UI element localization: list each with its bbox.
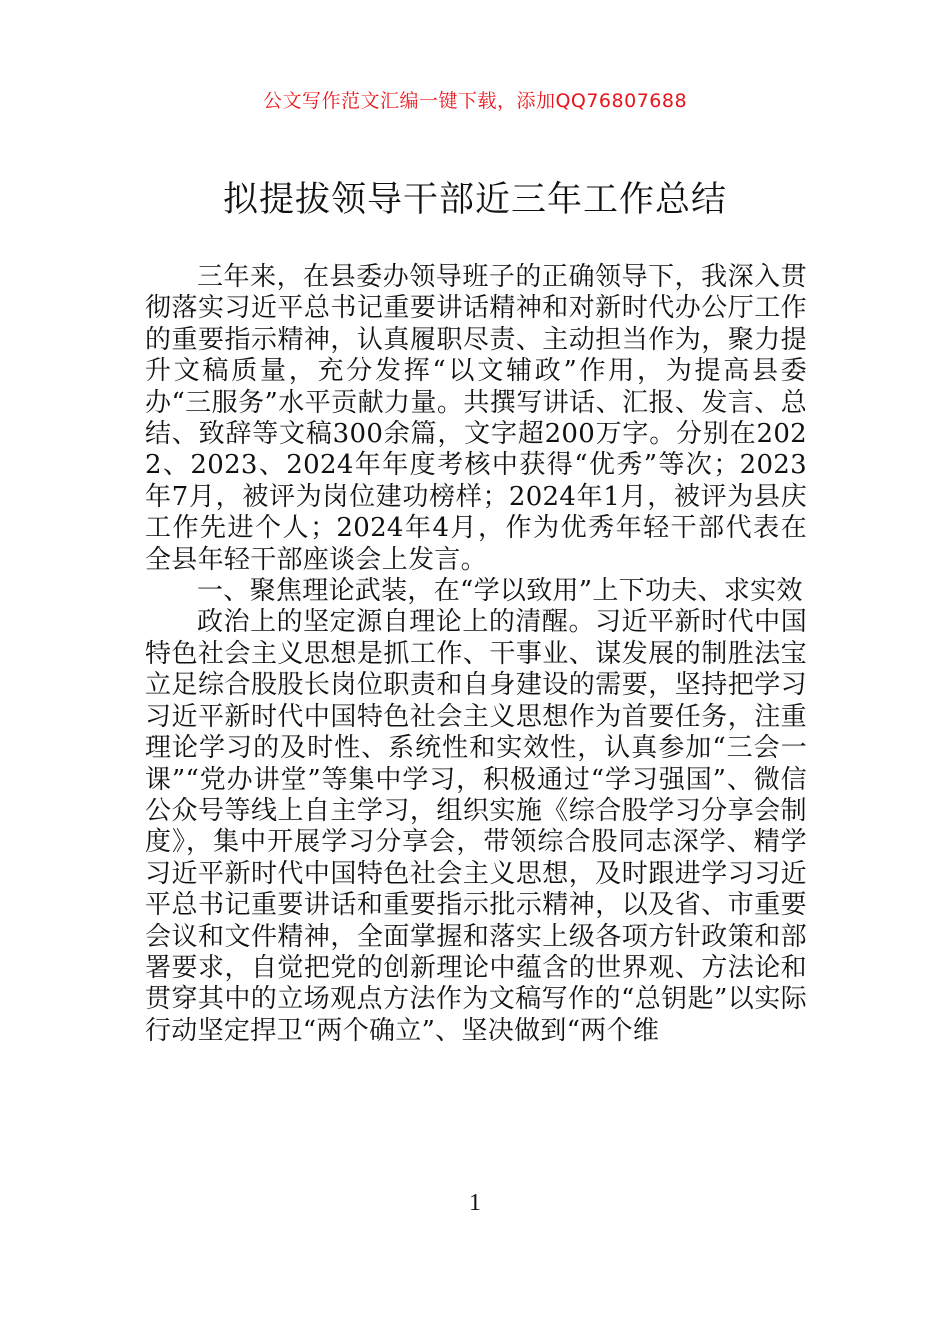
section-1-paragraph: 政治上的坚定源自理论上的清醒。习近平新时代中国特色社会主义思想是抓工作、干事业、谋发展的制胜法宝立足综合股股长岗位职责和自身建设的需要，坚持把学习习近平新时代中国特色社会主义思想作为首要任务，注重理论学习的及时性、系统性和实效性，认真参加“三会一课”“党办讲堂”等集中学习，积极通过“学习强国”、微信公众号等线上自主学习，组织实施《综合股学习分享会制度》，集中开展学习分享会，带领综合股同志深学、精学习近平新时代中国特色社会主义思想，及时跟进学习习近平总书记重要讲话和重要指示批示精神，以及省、市重要会议和文件精神，全面掌握和落实上级各项方针政策和部署要求，自觉把党的创新理论中蕴含的世界观、方法论和贯穿其中的立场观点方法作为文稿写作的“总钥匙”以实际行动坚定捍卫“两个确立”、坚决做到“两个维 (145, 607, 807, 1046)
page-number: 1 (469, 1190, 481, 1216)
section-heading-1: 一、聚焦理论武装，在“学以致用”上下功夫、求实效 (197, 576, 803, 607)
download-banner: 公文写作范文汇编一键下载，添加QQ76807688 (262, 90, 688, 112)
intro-paragraph: 三年来，在县委办领导班子的正确领导下，我深入贯彻落实习近平总书记重要讲话精神和对新时代办公厅工作的重要指示精神，认真履职尽责、主动担当作为，聚力提升文稿质量，充分发挥“以文辅政”作用，为提高县委办“三服务”水平贡献力量。共撰写讲话、汇报、发言、总结、致辞等文稿300余篇，文字超200万字。分别在2022、2023、2024年年度考核中获得“优秀”等次；2023年7月，被评为岗位建功榜样；2024年1月，被评为县庆工作先进个人；2024年4月，作为优秀年轻干部代表在全县年轻干部座谈会上发言。 (145, 262, 807, 575)
document-body (145, 262, 807, 1047)
document-title: 拟提拔领导干部近三年工作总结 (222, 180, 727, 220)
